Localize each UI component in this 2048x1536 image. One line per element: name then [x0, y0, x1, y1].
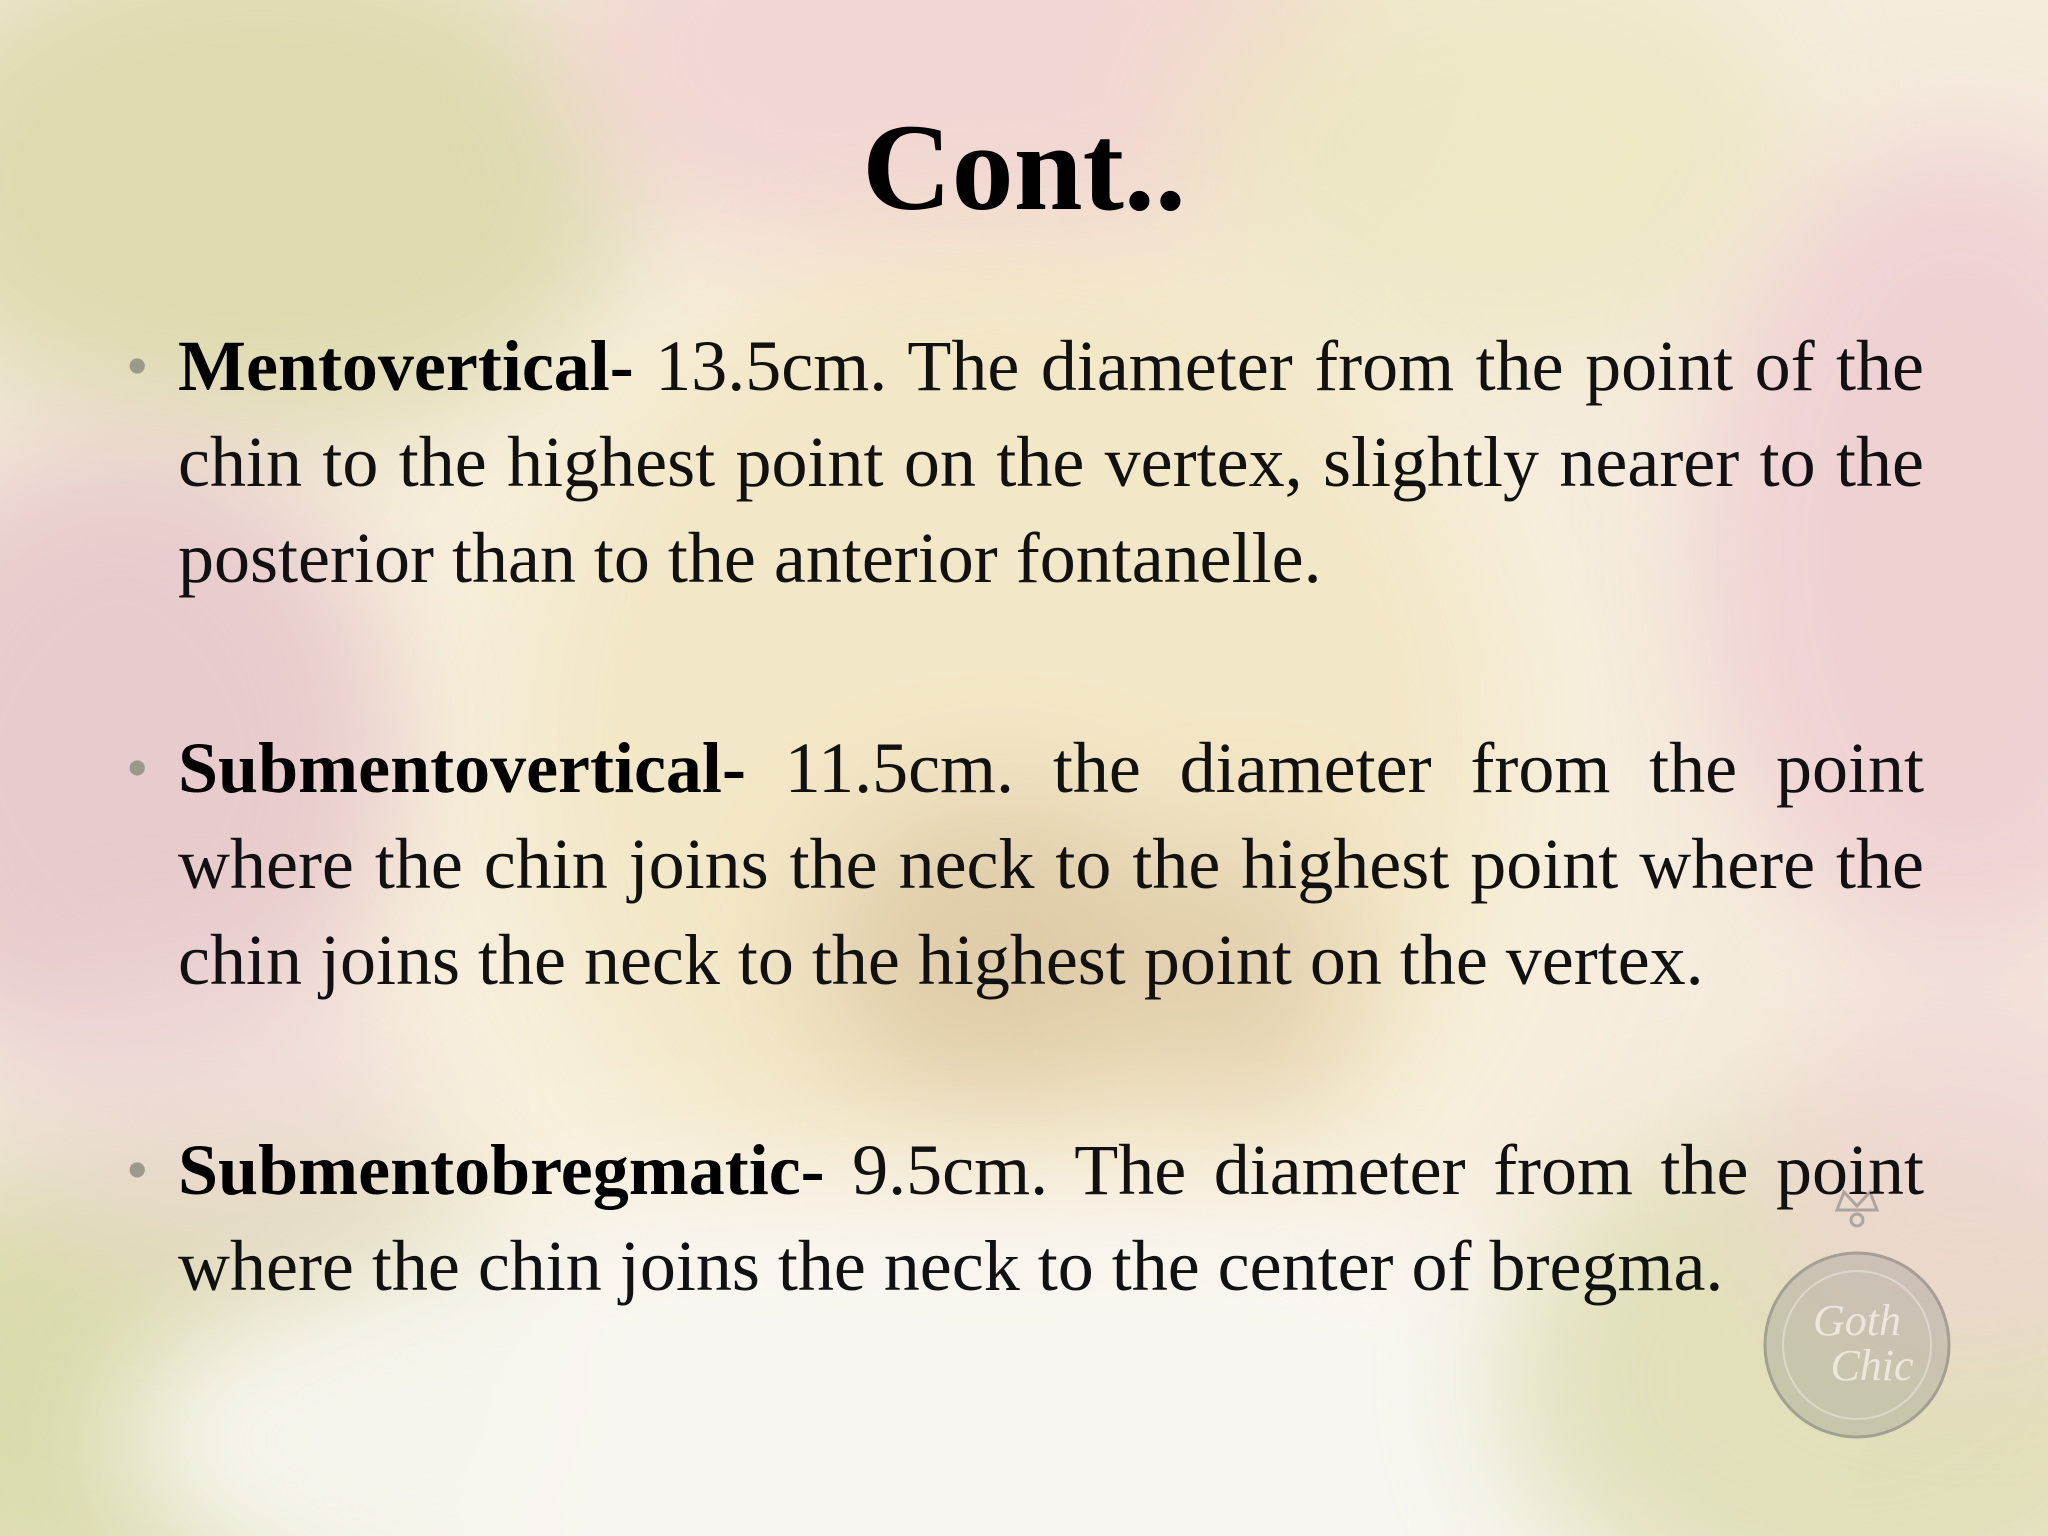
- bullet-term: Submentovertical-: [178, 728, 746, 808]
- bullet-term: Mentovertical-: [178, 326, 634, 406]
- bullet-item-mentovertical: [118, 318, 1924, 606]
- slide-title: Cont..: [862, 99, 1186, 236]
- bullet-marker: •: [126, 330, 149, 401]
- bullet-text: 9.5cm. The diameter from the point where the chin joins the neck to the center of bregma.: [178, 1130, 1924, 1306]
- bullet-list: [118, 318, 1924, 1314]
- bullet-term: Submentobregmatic-: [178, 1130, 825, 1210]
- watermark-text-line1: Goth: [1813, 1296, 1901, 1345]
- watermark-text-line2: Chic: [1830, 1341, 1914, 1390]
- bullet-marker: •: [126, 732, 149, 803]
- bullet-item-submentovertical: [118, 720, 1924, 1008]
- bullet-item-submentobregmatic: [118, 1122, 1924, 1314]
- bullet-text: 13.5cm. The diameter from the point of the chin to the highest point on the vertex, slightly nearer to the posterior than to the anterior fontanelle.: [178, 326, 1924, 598]
- bullet-marker: •: [126, 1134, 149, 1205]
- bullet-text: 11.5cm. the diameter from the point where the chin joins the neck to the highest point where the chin joins the neck to the highest point on the vertex.: [178, 728, 1924, 1000]
